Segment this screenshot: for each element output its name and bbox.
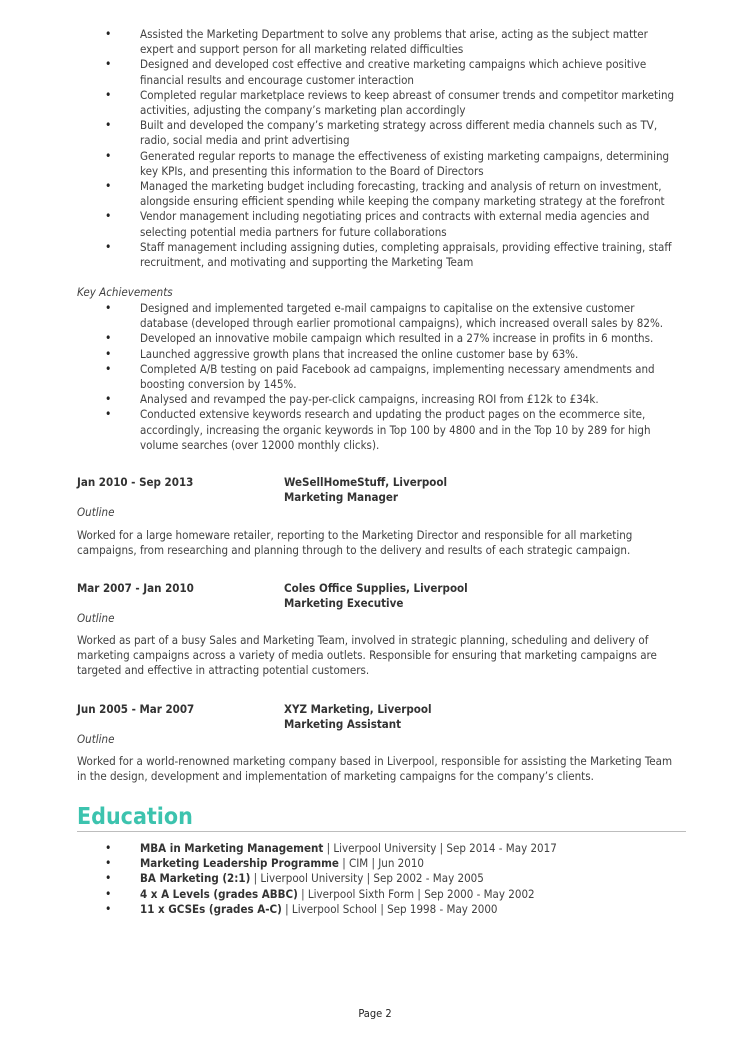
list-item: • Completed regular marketplace reviews to keep abreast of consumer trends and competitor marketing activities, adjusting the company’s marketing plan accordingly <box>105 87 675 118</box>
qualification: BA Marketing (2:1) <box>140 871 251 886</box>
list-item: • Developed an innovative mobile campaign which resulted in a 27% increase in profits in 6 months. <box>105 331 654 346</box>
qualification-details: | Liverpool Sixth Form | Sep 2000 - May 2002 <box>297 886 535 901</box>
list-item: • Designed and developed cost effective and creative marketing campaigns which achieve positive financial results and encourage customer interaction <box>105 57 647 87</box>
qualification: 11 x GCSEs (grades A-C) <box>140 901 282 916</box>
list-item <box>77 887 677 902</box>
list-item: • Completed A/B testing on paid Facebook ad campaigns, implementing necessary amendments and boosting conversion by 145%. <box>105 361 655 392</box>
bullet-icon: • <box>105 407 112 422</box>
bullet-icon: • <box>105 27 112 41</box>
bullet-icon: • <box>105 392 112 407</box>
job-description: Worked for a large homeware retailer, reporting to the Marketing Director and responsible for all marketing campaigns, from researching and planning through to the delivery and results of each strategic campaign. <box>77 528 633 558</box>
list-item: • Conducted extensive keywords research and updating the product pages on the ecommerce site, accordingly, increasing the organic keywords in Top 100 by 4800 and in the Top 10 by 289 for high volume searches (over 12000 monthly clicks). <box>105 407 651 452</box>
bullet-icon: • <box>105 856 112 871</box>
list-item: • Built and developed the company’s marketing strategy across different media channels such as TV, radio, social media and print advertising <box>105 118 658 148</box>
list-item: • Analysed and revamped the pay-per-click campaigns, increasing ROI from £12k to £34k. <box>105 392 599 407</box>
qualification: MBA in Marketing Management <box>140 841 324 855</box>
list-item: • Vendor management including negotiating prices and contracts with external media agencies and selecting potential media partners for future collaborations <box>105 209 650 239</box>
job-company: Coles Office Supplies, Liverpool <box>284 581 468 595</box>
bullet-icon: • <box>105 118 112 133</box>
bullet-icon: • <box>105 179 112 194</box>
bullet-icon: • <box>105 57 112 72</box>
bullet-icon: • <box>105 239 112 254</box>
bullet-icon: • <box>105 346 112 361</box>
list-item <box>77 856 677 871</box>
outline-label: Outline <box>77 611 115 625</box>
job-description: Worked as part of a busy Sales and Marketing Team, involved in strategic planning, scheduling and delivery of marketing campaigns across a variety of media outlets. Responsible for ensuring that marketing campaigns are targeted and effective in attracting potential customers. <box>77 633 657 678</box>
job-title: Marketing Manager <box>284 490 398 504</box>
achievements-list <box>77 301 677 453</box>
qualification-details: | Liverpool University | Sep 2002 - May 2005 <box>250 871 484 886</box>
job-date: Mar 2007 - Jan 2010 <box>77 581 194 595</box>
job-date: Jun 2005 - Mar 2007 <box>77 702 195 716</box>
list-item: • Staff management including assigning duties, completing appraisals, providing effective training, staff recruitment, and motivating and supporting the Marketing Team <box>105 239 672 270</box>
education-list <box>77 841 677 917</box>
qualification-details: | Liverpool University | Sep 2014 - May 2017 <box>323 841 557 855</box>
qualification: Marketing Leadership Programme <box>140 856 339 871</box>
list-item: • Managed the marketing budget including forecasting, tracking and analysis of return on investment, alongside ensuring efficient spending while keeping the company marketing strategy at the forefront <box>105 179 665 209</box>
list-item: • Generated regular reports to manage the effectiveness of existing marketing campaigns, determining key KPIs, and presenting this information to the Board of Directors <box>105 148 670 178</box>
qualification-details: | Liverpool School | Sep 1998 - May 2000 <box>281 901 498 916</box>
bullet-icon: • <box>105 871 112 886</box>
key-achievements-label: Key Achievements <box>77 285 173 299</box>
bullet-icon: • <box>105 148 112 163</box>
page-number: Page 2 <box>358 1007 392 1020</box>
list-item <box>77 871 677 886</box>
outline-label: Outline <box>77 732 115 746</box>
list-item <box>77 902 677 917</box>
list-item: • Designed and implemented targeted e-mail campaigns to capitalise on the extensive customer database (developed through earlier promotional campaigns), which increased overall sales by 82%. <box>105 301 664 331</box>
bullet-icon: • <box>105 331 112 346</box>
job-company: XYZ Marketing, Liverpool <box>284 702 432 716</box>
bullet-icon: • <box>105 886 112 901</box>
education-heading: Education <box>77 803 686 832</box>
list-item: • Assisted the Marketing Department to solve any problems that arise, acting as the subject matter expert and support person for all marketing related difficulties <box>105 27 648 57</box>
responsibilities-list <box>77 27 677 270</box>
list-item <box>77 841 677 856</box>
bullet-icon: • <box>105 209 112 224</box>
outline-label: Outline <box>77 505 115 519</box>
bullet-icon: • <box>105 841 112 855</box>
bullet-icon: • <box>105 87 112 102</box>
job-description: Worked for a world-renowned marketing company based in Liverpool, responsible for assisting the Marketing Team in the design, development and implementation of marketing campaigns for the company’s clients. <box>77 754 673 784</box>
bullet-icon: • <box>105 301 112 315</box>
qualification-details: | CIM | Jun 2010 <box>338 856 424 871</box>
bullet-icon: • <box>105 361 112 376</box>
job-company: WeSellHomeStuff, Liverpool <box>284 475 447 489</box>
job-date: Jan 2010 - Sep 2013 <box>77 475 194 489</box>
job-title: Marketing Executive <box>284 596 404 610</box>
job-title: Marketing Assistant <box>284 717 402 731</box>
list-item: • Launched aggressive growth plans that increased the online customer base by 63%. <box>105 346 579 361</box>
qualification: 4 x A Levels (grades ABBC) <box>140 886 298 901</box>
bullet-icon: • <box>105 901 112 916</box>
